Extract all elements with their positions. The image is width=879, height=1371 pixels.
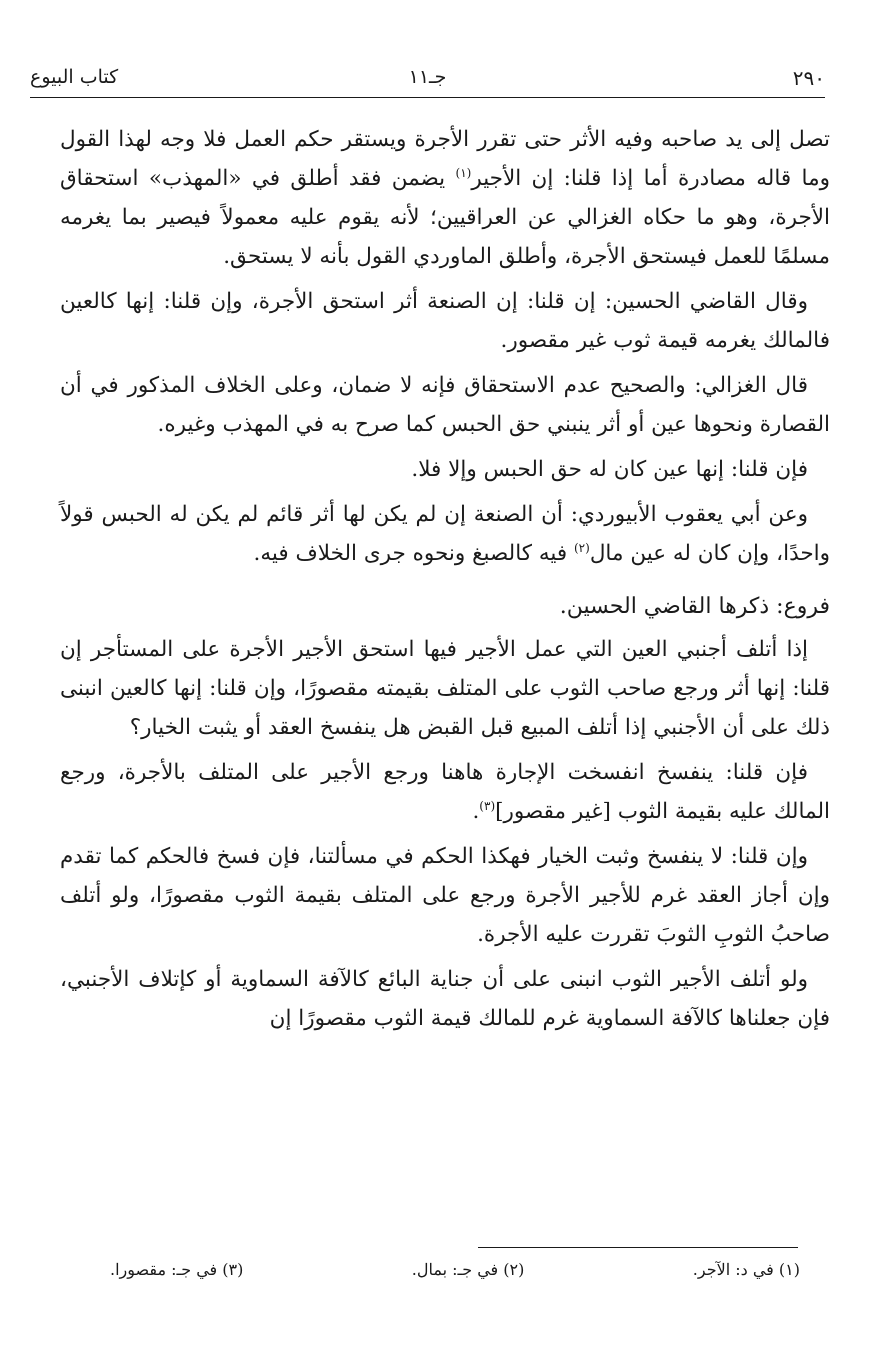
paragraph-text: فإن قلنا: ينفسخ انفسخت الإجارة هاهنا ورجع الأجير على المتلف بالأجرة، ورجع المالك عليه بقيمة الثوب [غير مقصور] xyxy=(60,760,830,824)
paragraph-text: فإن قلنا: إنها عين كان له حق الحبس وإلا فلا. xyxy=(411,457,808,482)
header-divider xyxy=(30,97,825,98)
paragraph-text: ولو أتلف الأجير الثوب انبنى على أن جناية البائع كالآفة السماوية أو كإتلاف الأجنبي، فإن جعلناها كالآفة السماوية غرم للمالك قيمة الثوب مقصورًا إن xyxy=(60,967,830,1031)
paragraph xyxy=(60,450,830,489)
footnote-1: (١) في د: الآجر. xyxy=(692,1260,800,1279)
section-heading: فروع: ذكرها القاضي الحسين. xyxy=(559,594,830,619)
running-header xyxy=(30,60,825,94)
paragraph-text: إذا أتلف أجنبي العين التي عمل الأجير فيها استحق الأجير الأجرة على المستأجر إن قلنا: إنها أثر ورجع صاحب الثوب على المتلف بقيمته مقصورًا، وإن قلنا: إنها كالعين انبنى ذلك على أن الأجنبي إذا أتلف المبيع قبل القبض هل ينفسخ العقد أو يثبت الخيار؟ xyxy=(60,637,830,740)
footnotes xyxy=(110,1260,800,1279)
main-text xyxy=(60,120,830,1044)
paragraph-text: يضمن فقد أطلق في «المهذب» استحقاق الأجرة، وهو ما حكاه الغزالي عن العراقيين؛ لأنه يقوم عليه معمولاً فيصير بما يغرمه مسلمًا للعمل فيستحق الأجرة، وأطلق الماوردي القول بأنه لا يستحق. xyxy=(60,166,830,269)
page-number: ٢٩٠ xyxy=(792,66,825,90)
paragraph xyxy=(60,630,830,747)
paragraph xyxy=(60,960,830,1038)
paragraph xyxy=(60,366,830,444)
footnote-ref: (٣) xyxy=(479,798,496,813)
paragraph xyxy=(60,495,830,573)
paragraph-text: وعن أبي يعقوب الأبيوردي: أن الصنعة إن لم يكن لها أثر قائم لم يكن له الحبس قولاً واحدًا، وإن كان له عين مال xyxy=(60,502,830,566)
paragraph xyxy=(60,753,830,831)
footnote-3: (٣) في جـ: مقصورا. xyxy=(110,1260,244,1279)
footnote-2: (٢) في جـ: بمال. xyxy=(411,1260,525,1279)
footnote-ref: (١) xyxy=(455,165,472,180)
paragraph-text: قال الغزالي: والصحيح عدم الاستحقاق فإنه لا ضمان، وعلى الخلاف المذكور في أن القصارة ونحوها عين أو أثر ينبني حق الحبس كما صرح به في المهذب وغيره. xyxy=(60,373,830,437)
paragraph-text: وقال القاضي الحسين: إن قلنا: إن الصنعة أثر استحق الأجرة، وإن قلنا: إنها كالعين فالمالك يغرمه قيمة ثوب غير مقصور. xyxy=(60,289,830,353)
paragraph-text: . xyxy=(472,799,480,824)
paragraph xyxy=(60,282,830,360)
paragraph-text: تصل إلى يد صاحبه وفيه الأثر حتى تقرر الأجرة ويستقر حكم العمل فلا وجه لهذا القول وما قاله مصادرة أما إذا قلنا: إن الأجير xyxy=(60,127,830,191)
paragraph xyxy=(60,120,830,276)
paragraph-text: فيه كالصبغ ونحوه جرى الخلاف فيه. xyxy=(253,541,574,566)
book-title: كتاب البيوع xyxy=(30,66,119,88)
paragraph xyxy=(60,837,830,954)
paragraph-text: وإن قلنا: لا ينفسخ وثبت الخيار فهكذا الحكم في مسألتنا، فإن فسخ فالحكم كما تقدم وإن أجاز العقد غرم للأجير الأجرة ورجع على المتلف بقيمة الثوب مقصورًا، ولو أتلف صاحبُ الثوبِ الثوبَ تقررت عليه الأجرة. xyxy=(60,844,830,947)
volume-label: جـ١١ xyxy=(408,66,447,88)
footnote-ref: (٢) xyxy=(573,540,590,555)
footnote-divider xyxy=(478,1247,798,1248)
